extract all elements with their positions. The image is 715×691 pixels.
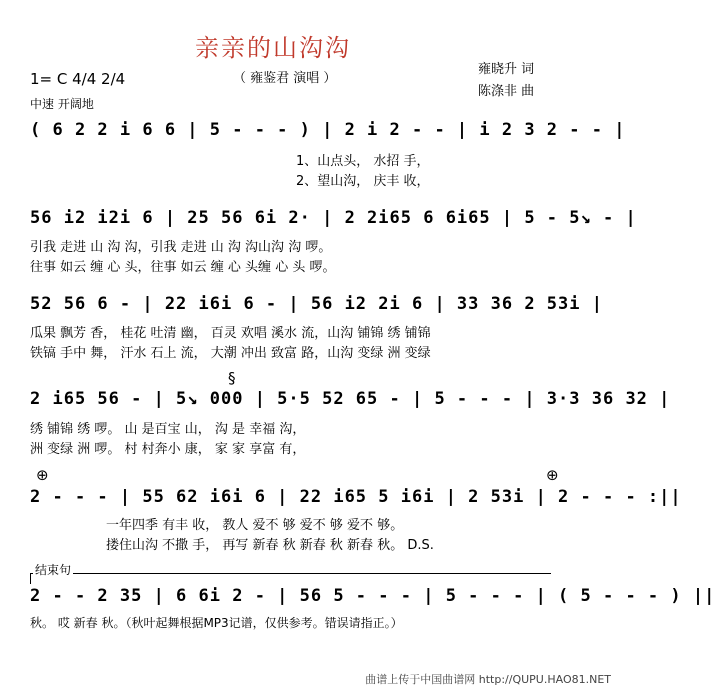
lyric-row-2-verse-1: 引我 走进 山 沟 沟，引我 走进 山 沟 沟山沟 沟 啰。 xyxy=(30,240,332,255)
lyric-row-1-verse-2: 2、望山沟， 庆丰 收， xyxy=(296,174,430,189)
key-signature: 1= C 4/4 2/4 xyxy=(30,70,126,88)
segno-sign: § xyxy=(228,369,236,387)
tempo-marking: 中速 开阔地 xyxy=(30,97,94,111)
lyric-row-5-verse-2: 搂住山沟 不撒 手， 再写 新春 秋 新春 秋 新春 秋。 D.S. xyxy=(106,538,434,553)
lyricist-credit: 雍晓升 词 xyxy=(478,62,535,77)
lyric-row-6: 秋。 哎 新春 秋。（秋叶起舞根据MP3记谱，仅供参考。错误请指正。） xyxy=(30,616,403,630)
coda-sign-start: ⊕ xyxy=(36,466,49,484)
coda-sign-end: ⊕ xyxy=(546,466,559,484)
lyric-row-5-verse-1: 一年四季 有丰 收， 教人 爱不 够 爱不 够 爱不 够。 xyxy=(106,518,404,533)
notation-row-1: ( 6 2 2 i 6 6 | 5 - - - ) | 2 i 2 - - | i 2 3 2 - - | xyxy=(30,120,626,140)
lyric-row-3-verse-2: 铁镐 手中 舞， 汗水 石上 流， 大潮 冲出 致富 路，山沟 变绿 洲 变绿 xyxy=(30,346,431,361)
lyric-row-4-verse-2: 洲 变绿 洲 啰。 村 村奔小 康， 家 家 享富 有， xyxy=(30,442,306,457)
notation-row-2: 56 i2 i2i 6 | 25 56 6i 2· | 2 2i65 6 6i65 | 5 - 5↘ - | xyxy=(30,208,637,228)
watermark-footer: 曲谱上传于中国曲谱网 http://QUPU.HAO81.NET xyxy=(365,673,611,686)
lyric-row-1-verse-1: 1、山点头， 水招 手， xyxy=(296,154,430,169)
singer-credit: （ 雍鉴君 演唱 ） xyxy=(233,71,337,86)
lyric-row-3-verse-1: 瓜果 飘芳 香， 桂花 吐清 幽， 百灵 欢唱 溪水 流，山沟 铺锦 绣 铺锦 xyxy=(30,326,431,341)
notation-row-3: 52 56 6 - | 22 i6i 6 - | 56 i2 2i 6 | 33 36 2 53i | xyxy=(30,294,603,314)
ending-bracket xyxy=(30,573,551,584)
composer-credit: 陈涤非 曲 xyxy=(478,84,535,99)
notation-row-6: 2 - - 2 35 | 6 6i 2 - | 56 5 - - - | 5 - - - | ( 5 - - - ) || xyxy=(30,586,715,606)
ending-label: 结束句 xyxy=(35,563,72,577)
notation-row-5: 2 - - - | 55 62 i6i 6 | 22 i65 5 i6i | 2 53i | 2 - - - :|| xyxy=(30,487,682,507)
lyric-row-2-verse-2: 往事 如云 缠 心 头，往事 如云 缠 心 头缠 心 头 啰。 xyxy=(30,260,336,275)
song-title: 亲亲的山沟沟 xyxy=(195,34,351,62)
lyric-row-4-verse-1: 绣 铺锦 绣 啰。 山 是百宝 山， 沟 是 幸福 沟， xyxy=(30,422,306,437)
notation-row-4: 2 i65 56 - | 5↘ 000 | 5·5 52 65 - | 5 - - - | 3·3 36 32 | xyxy=(30,389,671,409)
